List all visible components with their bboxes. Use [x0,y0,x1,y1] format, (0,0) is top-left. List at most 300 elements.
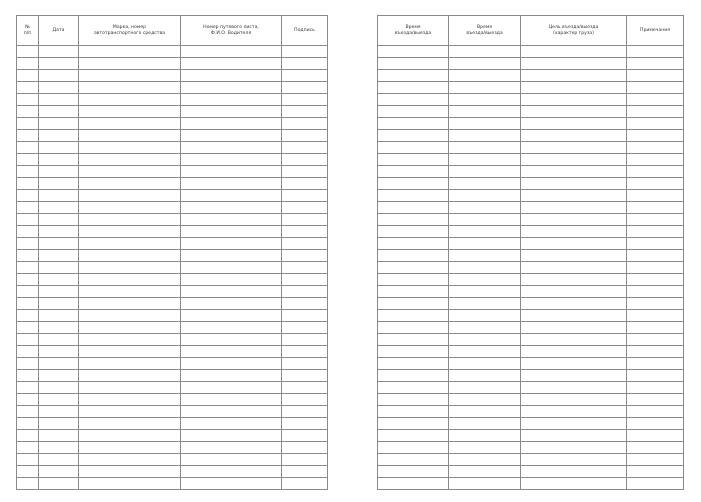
left-table-cell [39,46,79,58]
right-table-cell [378,82,449,94]
left-table-cell [17,298,39,310]
left-table-cell [181,442,282,454]
left-table-cell [79,274,181,286]
right-table-row [378,154,684,166]
right-page [377,15,683,490]
left-table-cell [17,274,39,286]
right-table-cell [378,262,449,274]
left-table-cell [282,118,328,130]
right-table-cell [627,190,684,202]
right-table-cell [449,214,521,226]
left-table-cell [282,142,328,154]
right-table-row [378,394,684,406]
left-table-cell [282,322,328,334]
left-table-cell [282,358,328,370]
right-table-cell [449,346,521,358]
left-table-cell [39,70,79,82]
left-table-cell [181,166,282,178]
right-table-cell [449,178,521,190]
left-table-cell [39,238,79,250]
left-table-cell [282,286,328,298]
left-table-cell [79,466,181,478]
right-table-cell [521,346,627,358]
right-table-row [378,274,684,286]
left-table-cell [39,166,79,178]
right-table-cell [627,226,684,238]
left-table-cell [79,382,181,394]
left-table-cell [79,322,181,334]
left-table-cell [17,322,39,334]
right-table-cell [378,202,449,214]
left-table-row [17,370,328,382]
right-table-cell [521,418,627,430]
column-header-number: № п/п [17,16,39,46]
left-table-cell [79,202,181,214]
left-table-cell [282,382,328,394]
right-table-cell [521,118,627,130]
right-table-cell [449,226,521,238]
left-table-cell [39,58,79,70]
right-table-cell [521,466,627,478]
left-table-cell [181,334,282,346]
right-table-row [378,442,684,454]
right-table-cell [449,154,521,166]
left-header-row [17,16,328,46]
left-table-cell [79,250,181,262]
left-table-cell [39,130,79,142]
right-table-cell [627,394,684,406]
left-table-cell [181,250,282,262]
right-table-row [378,478,684,490]
right-table-cell [627,418,684,430]
right-table-row [378,262,684,274]
right-table-cell [378,190,449,202]
left-table-cell [282,274,328,286]
right-table-cell [378,346,449,358]
left-table-row [17,262,328,274]
left-table-cell [181,466,282,478]
right-table-cell [378,286,449,298]
left-table-row [17,466,328,478]
left-table-cell [181,346,282,358]
left-table-cell [282,214,328,226]
left-table-cell [17,130,39,142]
left-table-cell [39,466,79,478]
right-table-row [378,82,684,94]
left-table-row [17,310,328,322]
left-table-cell [181,430,282,442]
right-table-cell [521,178,627,190]
left-table-cell [17,358,39,370]
left-table-row [17,418,328,430]
left-table-cell [17,346,39,358]
left-table-row [17,166,328,178]
right-table-cell [378,454,449,466]
right-table-cell [521,322,627,334]
right-table-cell [378,106,449,118]
right-table-cell [449,418,521,430]
right-table-cell [449,406,521,418]
right-table-cell [449,478,521,490]
left-table-cell [282,430,328,442]
left-table-cell [39,94,79,106]
right-table-cell [378,322,449,334]
left-table-row [17,154,328,166]
right-table-cell [378,154,449,166]
right-table-cell [378,358,449,370]
left-table-cell [282,370,328,382]
right-table-cell [378,274,449,286]
left-table-row [17,238,328,250]
right-table-cell [627,106,684,118]
left-table-cell [181,286,282,298]
left-table-cell [39,478,79,490]
left-table-cell [39,346,79,358]
right-table-cell [449,286,521,298]
right-table-cell [521,298,627,310]
left-table-cell [17,142,39,154]
right-table-cell [378,430,449,442]
left-table-cell [181,226,282,238]
left-table-cell [39,322,79,334]
left-table-cell [17,286,39,298]
left-log-table [16,15,328,490]
left-table-cell [17,418,39,430]
left-table-cell [282,82,328,94]
right-table-cell [378,382,449,394]
left-table-cell [282,334,328,346]
left-table-cell [79,454,181,466]
right-table-row [378,418,684,430]
right-table-row [378,382,684,394]
right-table-row [378,466,684,478]
right-table-cell [627,238,684,250]
right-table-cell [627,46,684,58]
right-table-cell [378,406,449,418]
left-table-cell [282,202,328,214]
left-table-cell [282,346,328,358]
right-table-cell [627,466,684,478]
right-table-cell [449,442,521,454]
left-table-cell [39,190,79,202]
left-table-cell [79,238,181,250]
right-table-cell [627,94,684,106]
left-table-cell [181,382,282,394]
right-table-cell [627,202,684,214]
left-table-row [17,406,328,418]
right-table-cell [378,310,449,322]
left-table-row [17,382,328,394]
left-table-row [17,430,328,442]
left-table-cell [181,238,282,250]
right-table-row [378,214,684,226]
left-table-cell [79,310,181,322]
left-table-row [17,346,328,358]
right-table-cell [627,406,684,418]
left-table-row [17,478,328,490]
column-header-exit-time: Время въезда/выезда [449,16,521,46]
left-table-row [17,454,328,466]
right-table-cell [521,370,627,382]
left-table-cell [17,202,39,214]
left-page [16,15,327,490]
right-table-cell [449,298,521,310]
left-table-cell [17,454,39,466]
right-table-cell [521,226,627,238]
left-table-cell [79,346,181,358]
right-table-cell [449,202,521,214]
left-table-cell [181,70,282,82]
right-table-cell [627,274,684,286]
left-table-cell [181,262,282,274]
right-table-cell [449,70,521,82]
left-table-row [17,274,328,286]
left-table-cell [181,178,282,190]
left-table-cell [181,310,282,322]
right-table-cell [449,274,521,286]
right-table-cell [449,262,521,274]
right-table-row [378,106,684,118]
left-table-cell [181,358,282,370]
left-table-cell [282,154,328,166]
right-table-cell [449,310,521,322]
right-table-cell [521,94,627,106]
left-table-cell [79,154,181,166]
right-table-cell [627,442,684,454]
left-table-cell [282,418,328,430]
left-table-cell [181,106,282,118]
left-table-cell [79,130,181,142]
left-table-cell [39,154,79,166]
right-table-cell [449,454,521,466]
left-table-cell [39,298,79,310]
left-table-cell [282,442,328,454]
left-table-cell [17,46,39,58]
left-table-cell [79,358,181,370]
left-table-cell [282,106,328,118]
right-table-cell [627,82,684,94]
column-header-entry-time: Время въезда/выезда [378,16,449,46]
left-table-cell [282,178,328,190]
right-table-cell [378,238,449,250]
left-table-row [17,190,328,202]
right-table-cell [449,142,521,154]
right-table-cell [627,310,684,322]
left-table-cell [282,238,328,250]
left-table-row [17,202,328,214]
left-table-cell [282,130,328,142]
left-table-cell [17,166,39,178]
left-table-cell [17,478,39,490]
left-table-cell [181,190,282,202]
left-table-cell [181,58,282,70]
right-table-cell [449,106,521,118]
column-header-signature: Подпись [282,16,328,46]
left-table-cell [181,274,282,286]
left-table-cell [79,406,181,418]
left-table-cell [39,310,79,322]
right-table-row [378,310,684,322]
left-table-cell [17,442,39,454]
right-table-row [378,322,684,334]
left-table-cell [181,118,282,130]
left-table-cell [17,58,39,70]
left-table-cell [79,58,181,70]
left-table-cell [17,334,39,346]
left-table-cell [17,394,39,406]
right-table-row [378,406,684,418]
left-table-cell [79,190,181,202]
right-table-cell [521,262,627,274]
right-table-row [378,118,684,130]
left-table-cell [282,94,328,106]
left-table-cell [181,370,282,382]
left-table-cell [79,262,181,274]
left-table-row [17,70,328,82]
left-table-row [17,334,328,346]
right-table-cell [521,442,627,454]
left-table-cell [79,394,181,406]
right-table-row [378,94,684,106]
left-table-cell [79,46,181,58]
left-table-cell [79,430,181,442]
left-table-body [17,46,328,490]
right-header-row [378,16,684,46]
left-table-row [17,178,328,190]
left-table-cell [282,46,328,58]
left-table-cell [17,226,39,238]
left-table-row [17,94,328,106]
right-table-cell [521,214,627,226]
left-table-cell [181,298,282,310]
right-table-cell [449,190,521,202]
right-table-cell [449,46,521,58]
right-table-row [378,178,684,190]
right-table-cell [378,226,449,238]
right-table-cell [521,406,627,418]
right-table-row [378,190,684,202]
right-table-cell [378,466,449,478]
right-table-row [378,142,684,154]
column-header-notes: Примечания [627,16,684,46]
left-table-cell [181,418,282,430]
right-table-row [378,370,684,382]
right-table-cell [378,370,449,382]
right-table-cell [521,454,627,466]
right-table-cell [378,478,449,490]
left-table-cell [39,202,79,214]
left-table-cell [17,430,39,442]
right-table-cell [627,298,684,310]
right-table-cell [627,142,684,154]
left-table-cell [39,454,79,466]
left-table-cell [181,46,282,58]
left-table-cell [79,142,181,154]
left-table-cell [17,178,39,190]
right-table-row [378,286,684,298]
right-table-cell [521,238,627,250]
right-table-cell [449,358,521,370]
right-table-row [378,226,684,238]
left-table-row [17,130,328,142]
left-table-cell [79,166,181,178]
left-table-cell [39,178,79,190]
right-table-body [378,46,684,490]
right-table-cell [378,442,449,454]
left-table-cell [79,178,181,190]
left-table-cell [79,478,181,490]
left-table-cell [282,190,328,202]
left-table-row [17,46,328,58]
left-table-cell [17,70,39,82]
right-table-cell [521,286,627,298]
right-table-cell [378,298,449,310]
left-table-cell [282,310,328,322]
right-table-cell [627,214,684,226]
left-table-cell [17,250,39,262]
right-table-row [378,250,684,262]
right-table-cell [449,322,521,334]
left-table-cell [17,154,39,166]
left-table-cell [39,262,79,274]
right-table-row [378,454,684,466]
right-table-row [378,298,684,310]
right-table-cell [378,178,449,190]
left-table-cell [79,82,181,94]
column-header-waybill-driver: Номер путевого листа, Ф.И.О. Водителя [181,16,282,46]
right-table-cell [378,394,449,406]
left-table-cell [282,466,328,478]
left-table-cell [17,262,39,274]
right-table-cell [627,286,684,298]
right-table-cell [521,82,627,94]
right-table-cell [449,58,521,70]
left-table-cell [39,118,79,130]
left-table-row [17,394,328,406]
right-table-cell [521,58,627,70]
right-table-cell [378,334,449,346]
left-table-cell [282,250,328,262]
right-table-row [378,358,684,370]
left-table-cell [39,370,79,382]
right-table-cell [627,178,684,190]
left-table-cell [282,298,328,310]
right-table-row [378,70,684,82]
left-table-cell [282,70,328,82]
left-table-cell [39,382,79,394]
right-table-cell [449,466,521,478]
left-table-cell [17,214,39,226]
column-header-purpose: Цель въезда/выезда (характер груза) [521,16,627,46]
left-table-cell [79,214,181,226]
left-table-row [17,322,328,334]
left-table-cell [39,250,79,262]
left-table-row [17,82,328,94]
right-table-cell [627,166,684,178]
left-table-cell [17,406,39,418]
right-table-cell [449,394,521,406]
right-table-cell [378,250,449,262]
right-table-cell [627,262,684,274]
right-table-cell [378,214,449,226]
left-table-cell [39,430,79,442]
left-table-cell [39,226,79,238]
left-table-cell [79,334,181,346]
right-table-cell [521,274,627,286]
right-log-table [377,15,684,490]
right-table-cell [378,46,449,58]
left-table-cell [79,418,181,430]
